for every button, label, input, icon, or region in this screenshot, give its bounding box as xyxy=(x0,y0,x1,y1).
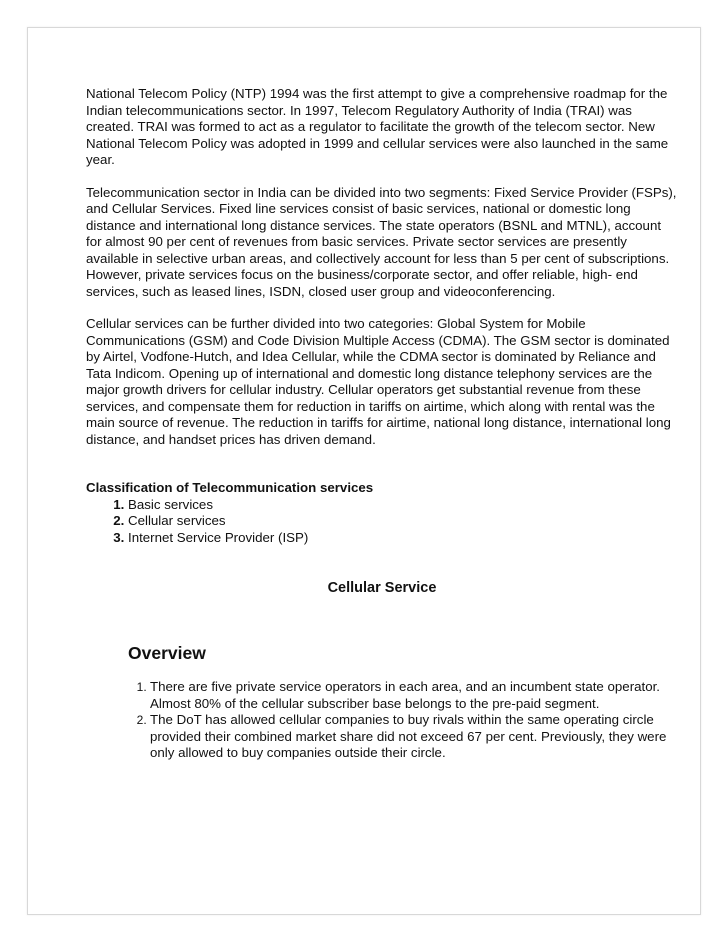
intro-paragraph: National Telecom Policy (NTP) 1994 was the first attempt to give a comprehensive roadmap for the Indian telecommunications sector. In 1997, Telecom Regulatory Authority of India (TRAI) was created. TRAI was formed to act as a regulator to facilitate the growth of the telecom sector. New National Telecom Policy was adopted in 1999 and cellular services were also launched in the same year. xyxy=(86,86,669,167)
list-item: 3. Internet Service Provider (ISP) xyxy=(128,530,678,547)
list-item: 2. The DoT has allowed cellular companies to buy rivals within the same operating circle provided their combined market share did not exceed 67 per cent. Previously, they were only allowed to buy companies outside their circle. xyxy=(150,712,678,762)
overview-list xyxy=(86,679,678,762)
list-item: 2. Cellular services xyxy=(128,513,678,530)
list-item: 1. There are five private service operators in each area, and an incumbent state operator. Almost 80% of the cellular subscriber base belongs to the pre-paid segment. xyxy=(150,679,678,712)
segments-paragraph: Telecommunication sector in India can be divided into two segments: Fixed Service Provider (FSPs), and Cellular Services. Fixed line services consist of basic services, national or domestic long distance and international long distance services. The state operators (BSNL and MTNL), account for almost 90 per cent of revenues from basic services. Private sector services are presently available in selective urban areas, and collectively account for less than 5 per cent of subscriptions. However, private services focus on the business/corporate sector, and offer reliable, high- end services, such as leased lines, ISDN, closed user group and videoconferencing. xyxy=(86,184,677,299)
section-title: Cellular Service xyxy=(327,580,437,596)
classification-heading: Classification of Telecommunication services xyxy=(86,480,374,495)
document-page xyxy=(27,27,701,915)
document-content xyxy=(86,86,678,762)
cellular-paragraph: Cellular services can be further divided into two categories: Global System for Mobile Communications (GSM) and Code Division Multiple Access (CDMA). The GSM sector is dominated by Airtel, Vodfone-Hutch, and Idea Cellular, while the CDMA sector is dominated by Reliance and Tata Indicom. Opening up of international and domestic long distance telephony services are the major growth drivers for cellular industry. Cellular operators get substantial revenue from these services, and compensate them for reduction in tariffs on airtime, which along with rental was the main source of revenue. The reduction in tariffs for airtime, national long distance, international long distance, and handset prices has driven demand. xyxy=(86,316,671,447)
list-item: 1. Basic services xyxy=(128,497,678,514)
overview-heading: Overview xyxy=(128,642,206,663)
classification-list xyxy=(86,497,678,547)
